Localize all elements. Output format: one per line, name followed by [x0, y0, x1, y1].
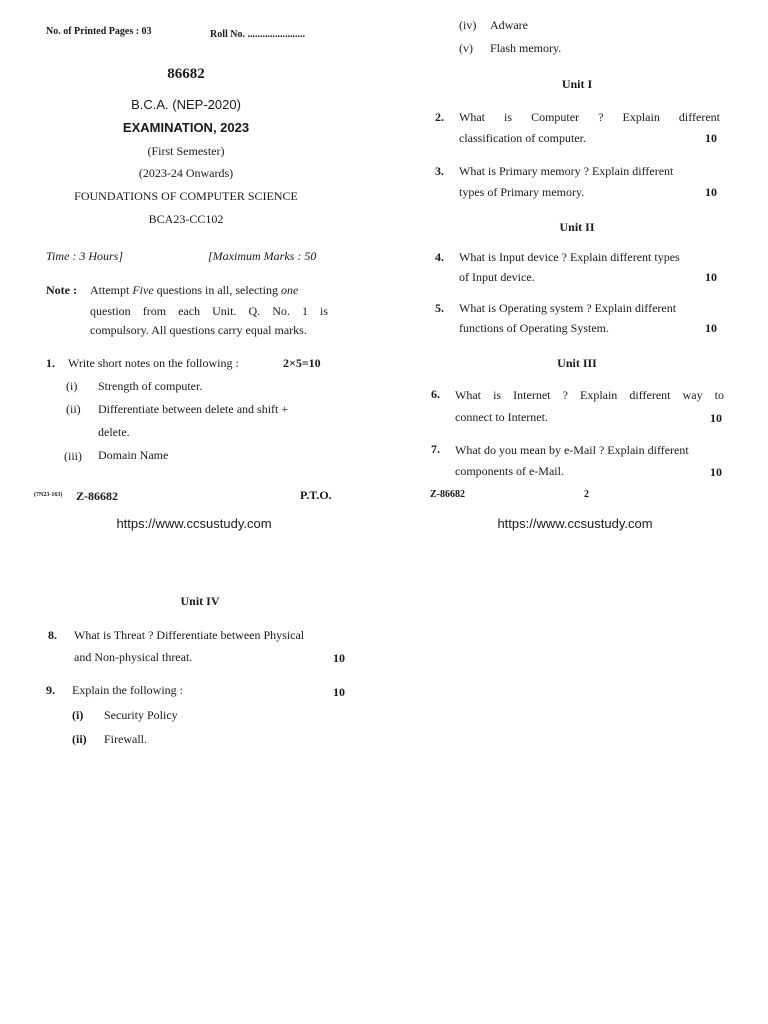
question-text: What is Primary memory ? Explain different	[459, 164, 674, 178]
sub-question-text: Flash memory.	[490, 41, 562, 55]
question-text: What is Computer ? Explain different	[459, 110, 720, 124]
source-url: https://www.ccsustudy.com	[497, 516, 653, 531]
sub-question-text: Security Policy	[104, 708, 178, 722]
question-text: Write short notes on the following :	[68, 356, 239, 370]
note-emphasis: Five	[132, 283, 154, 297]
question-marks: 10	[705, 131, 717, 145]
question-number: 2.	[435, 110, 444, 124]
footer-code-small: (7N23-163)	[34, 492, 63, 498]
question-text: Explain the following :	[72, 683, 183, 697]
footer-code: Z-86682	[430, 489, 465, 500]
question-marks: 10	[705, 321, 717, 335]
sub-question-number: (i)	[72, 708, 84, 722]
unit-heading: Unit IV	[180, 594, 220, 608]
source-url: https://www.ccsustudy.com	[116, 516, 272, 531]
subject-title: FOUNDATIONS OF COMPUTER SCIENCE	[74, 189, 298, 203]
question-marks: 2×5=10	[283, 356, 321, 370]
exam-title: EXAMINATION, 2023	[122, 120, 250, 135]
question-number: 3.	[435, 164, 444, 178]
sub-question-text: Domain Name	[98, 448, 169, 462]
note-line-1	[90, 283, 298, 298]
sub-question-number: (ii)	[72, 732, 87, 746]
question-text: What do you mean by e-Mail ? Explain different	[455, 443, 689, 457]
subject-code: BCA23-CC102	[148, 212, 224, 226]
course-title: B.C.A. (NEP-2020)	[131, 97, 241, 112]
unit-heading: Unit I	[561, 77, 593, 91]
question-text: What is Internet ? Explain different way to	[455, 388, 724, 402]
printed-pages: No. of Printed Pages : 03	[46, 26, 152, 37]
question-number: 5.	[435, 301, 444, 315]
question-text: What is Threat ? Differentiate between Physical	[74, 628, 305, 642]
sub-question-number: (iii)	[64, 449, 82, 463]
sub-question-number: (ii)	[66, 402, 81, 416]
unit-heading: Unit II	[559, 220, 595, 234]
question-text: and Non-physical threat.	[74, 650, 193, 664]
question-text: of Input device.	[459, 270, 535, 284]
roll-no: Roll No. .......................	[210, 29, 305, 40]
note-text: questions in all, selecting	[153, 283, 281, 297]
question-text: types of Primary memory.	[459, 185, 585, 199]
footer-code: Z-86682	[76, 489, 118, 503]
unit-heading: Unit III	[557, 356, 597, 370]
question-number: 7.	[431, 442, 440, 456]
maximum-marks: [Maximum Marks : 50	[208, 249, 317, 263]
question-text: components of e-Mail.	[455, 464, 564, 478]
note-emphasis: one	[280, 283, 299, 297]
question-marks: 10	[333, 685, 345, 699]
sub-question-text: Strength of computer.	[98, 379, 203, 393]
session: (2023-24 Onwards)	[138, 166, 234, 180]
question-marks: 10	[333, 651, 345, 665]
paper-code: 86682	[167, 66, 205, 82]
time-allowed: Time : 3 Hours]	[46, 249, 124, 263]
sub-question-number: (iv)	[459, 18, 477, 32]
footer-pto: P.T.O.	[300, 488, 332, 502]
sub-question-text: Adware	[490, 18, 528, 32]
question-number: 9.	[46, 683, 55, 697]
question-text: What is Operating system ? Explain different	[459, 301, 677, 315]
question-number: 4.	[435, 250, 444, 264]
question-text: What is Input device ? Explain different types	[459, 250, 680, 264]
question-number: 1.	[46, 356, 55, 370]
question-marks: 10	[710, 411, 722, 425]
question-number: 6.	[431, 387, 440, 401]
sub-question-number: (v)	[459, 41, 473, 55]
question-number: 8.	[48, 628, 57, 642]
note-line-3: compulsory. All questions carry equal marks.	[90, 323, 307, 337]
question-marks: 10	[710, 465, 722, 479]
question-text: connect to Internet.	[455, 410, 548, 424]
question-marks: 10	[705, 270, 717, 284]
sub-question-text: Differentiate between delete and shift +	[98, 402, 289, 416]
sub-question-number: (i)	[66, 379, 78, 393]
sub-question-text: delete.	[98, 425, 130, 439]
note-line-2: question from each Unit. Q. No. 1 is	[90, 304, 328, 318]
semester: (First Semester)	[147, 144, 225, 158]
note-label: Note :	[46, 283, 77, 297]
question-text: functions of Operating System.	[459, 321, 609, 335]
question-marks: 10	[705, 185, 717, 199]
note-text: Attempt	[90, 283, 133, 297]
footer-page-number: 2	[584, 489, 589, 500]
sub-question-text: Firewall.	[104, 732, 147, 746]
question-text: classification of computer.	[459, 131, 586, 145]
